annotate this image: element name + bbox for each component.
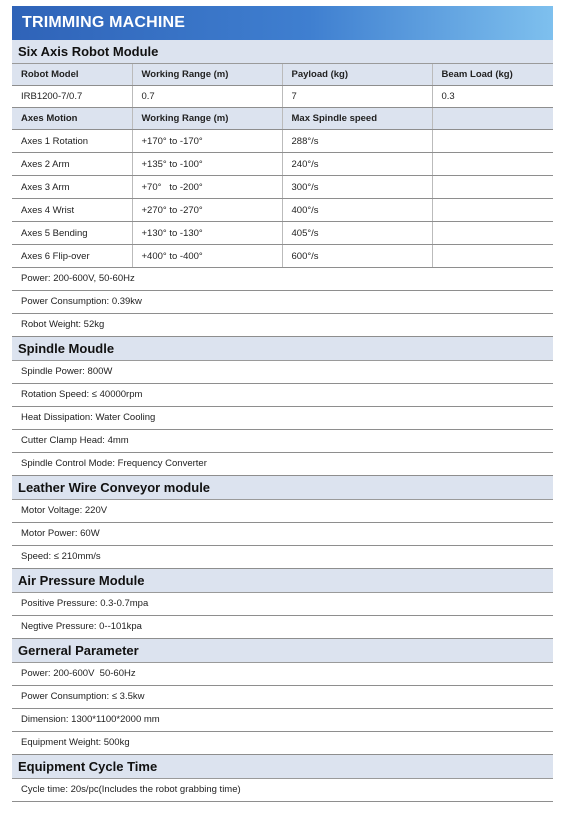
table-cell: 240°/s <box>282 153 432 176</box>
table-cell: Axes 2 Arm <box>12 153 132 176</box>
spec-row: Cutter Clamp Head: 4mm <box>12 430 553 453</box>
table-cell <box>432 153 553 176</box>
section-heading-conveyor: Leather Wire Conveyor module <box>12 476 553 500</box>
table-cell: 0.7 <box>132 86 282 108</box>
column-header: Max Spindle speed <box>282 108 432 130</box>
table-row <box>12 222 553 245</box>
spec-row: Positive Pressure: 0.3-0.7mpa <box>12 593 553 616</box>
spec-row: Speed: ≤ 210mm/s <box>12 546 553 569</box>
spec-row: Power Consumption: ≤ 3.5kw <box>12 686 553 709</box>
spec-row: Power: 200-600V, 50-60Hz <box>12 268 553 291</box>
spec-row: Spindle Power: 800W <box>12 361 553 384</box>
table-cell: Axes 3 Arm <box>12 176 132 199</box>
table-header-row <box>12 108 553 130</box>
spec-row: Rotation Speed: ≤ 40000rpm <box>12 384 553 407</box>
column-header: Working Range (m) <box>132 64 282 86</box>
column-header <box>432 108 553 130</box>
table-cell: 400°/s <box>282 199 432 222</box>
table-cell: 7 <box>282 86 432 108</box>
column-header: Axes Motion <box>12 108 132 130</box>
table-cell: 0.3 <box>432 86 553 108</box>
table-cell: +135° to -100° <box>132 153 282 176</box>
table-cell: +70° to -200° <box>132 176 282 199</box>
table-cell: Axes 1 Rotation <box>12 130 132 153</box>
table-cell <box>432 176 553 199</box>
table-cell: 405°/s <box>282 222 432 245</box>
section-heading-air-pressure: Air Pressure Module <box>12 569 553 593</box>
section-heading-general: Gerneral Parameter <box>12 639 553 663</box>
table-cell <box>432 245 553 268</box>
table-row <box>12 153 553 176</box>
table-row <box>12 245 553 268</box>
spec-row: Dimension: 1300*1100*2000 mm <box>12 709 553 732</box>
table-row <box>12 199 553 222</box>
table-cell: 288°/s <box>282 130 432 153</box>
column-header: Payload (kg) <box>282 64 432 86</box>
table-cell: 300°/s <box>282 176 432 199</box>
robot-spec-table <box>12 64 553 268</box>
table-cell <box>432 130 553 153</box>
table-cell: IRB1200-7/0.7 <box>12 86 132 108</box>
table-row <box>12 86 553 108</box>
spec-row: Motor Power: 60W <box>12 523 553 546</box>
table-row <box>12 176 553 199</box>
page-title: TRIMMING MACHINE <box>12 6 553 40</box>
spec-row: Cycle time: 20s/pc(Includes the robot grabbing time) <box>12 779 553 802</box>
spec-row: Motor Voltage: 220V <box>12 500 553 523</box>
section-heading-robot: Six Axis Robot Module <box>12 40 553 64</box>
section-heading-spindle: Spindle Moudle <box>12 337 553 361</box>
table-cell <box>432 199 553 222</box>
spec-row: Heat Dissipation: Water Cooling <box>12 407 553 430</box>
table-row <box>12 130 553 153</box>
table-cell: +170° to -170° <box>132 130 282 153</box>
table-cell: Axes 6 Flip-over <box>12 245 132 268</box>
spec-sheet <box>12 6 553 802</box>
spec-row: Power Consumption: 0.39kw <box>12 291 553 314</box>
table-cell: 600°/s <box>282 245 432 268</box>
table-cell: +400° to -400° <box>132 245 282 268</box>
spec-row: Equipment Weight: 500kg <box>12 732 553 755</box>
column-header: Robot Model <box>12 64 132 86</box>
section-heading-cycle-time: Equipment Cycle Time <box>12 755 553 779</box>
table-cell: +130° to -130° <box>132 222 282 245</box>
table-header-row <box>12 64 553 86</box>
table-cell: +270° to -270° <box>132 199 282 222</box>
table-cell <box>432 222 553 245</box>
table-cell: Axes 4 Wrist <box>12 199 132 222</box>
column-header: Beam Load (kg) <box>432 64 553 86</box>
spec-row: Spindle Control Mode: Frequency Converter <box>12 453 553 476</box>
spec-row: Robot Weight: 52kg <box>12 314 553 337</box>
table-cell: Axes 5 Bending <box>12 222 132 245</box>
spec-row: Power: 200-600V 50-60Hz <box>12 663 553 686</box>
spec-row: Negtive Pressure: 0--101kpa <box>12 616 553 639</box>
column-header: Working Range (m) <box>132 108 282 130</box>
